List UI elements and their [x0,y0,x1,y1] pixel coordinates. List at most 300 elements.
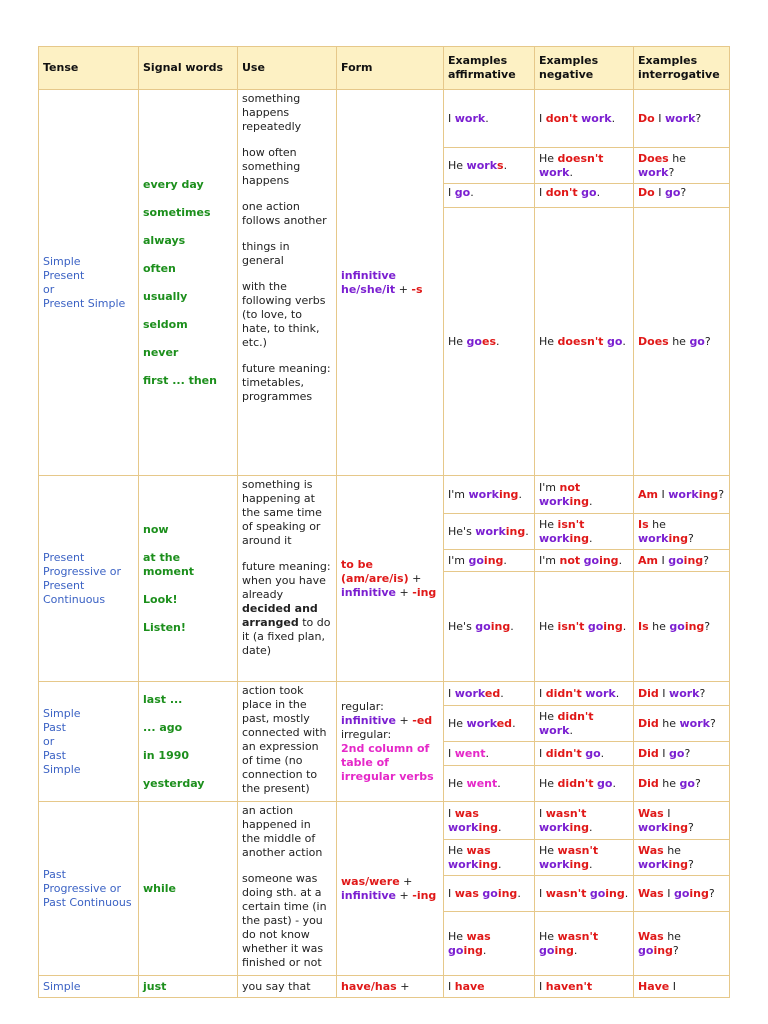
ex-verb: go [482,886,498,900]
ex-verb: go [539,943,555,957]
form-was-were: was/were [341,874,400,888]
ex-text: He [448,843,467,857]
ex-aux: Was [638,843,664,857]
signal-word: often [143,261,176,275]
ex-aux: was [466,843,491,857]
example-interrogative [634,876,730,912]
tense-simple-cut: Simple [39,976,139,998]
header-examples-interrogative: Examples interrogative [634,47,730,90]
tense-present-progressive [39,476,139,682]
use-item: something happens repeatedly [242,92,302,133]
ex-verb: work [664,111,696,125]
form-simple-cut [337,976,444,998]
example-affirmative [444,90,535,148]
ex-verb: work [539,857,570,871]
example-affirmative [444,840,535,876]
grammar-table [38,46,730,998]
ex-suffix: ing [554,943,574,957]
ex-suffix: ing [698,487,719,501]
ex-aux: isn't [557,619,585,633]
header-form: Form [337,47,444,90]
form-suffix: -ing [412,888,437,902]
ex-suffix: ing [569,531,589,545]
ex-text: ? [708,886,715,900]
example-affirmative [444,706,535,742]
example-interrogative [634,90,730,148]
ex-verb: work [448,857,479,871]
ex-text: ? [668,165,675,179]
ex-verb: go [475,619,491,633]
ex-aux: was [454,886,479,900]
tense-line: Present [43,550,85,564]
ex-text: I'm [539,480,560,494]
header-examples-affirmative: Examples affirmative [444,47,535,90]
ex-text: . [496,334,500,348]
table-row [39,976,730,998]
ex-verb: go [673,886,690,900]
example-interrogative [634,572,730,682]
ex-text: he [668,334,690,348]
ex-text: . [615,686,620,700]
ex-suffix: ing [683,553,704,567]
use-item: one action follows another [242,200,327,227]
form-plus: + [396,713,413,727]
signal-word: in 1990 [143,748,190,762]
use-item: someone was doing sth. at a certain time (in the past) - you do not know whether it was finished or not [242,872,327,969]
ex-verb: work [454,686,485,700]
ex-text: . [482,943,487,957]
ex-suffix: s [497,158,504,172]
ex-suffix: ing [605,886,625,900]
ex-text: . [503,553,507,567]
ex-aux: Did [638,776,659,790]
ex-text: He [539,517,558,531]
form-plus: + [396,979,410,993]
tense-past-progressive [39,802,139,976]
tense-simple-past [39,682,139,802]
ex-suffix: ing [463,943,483,957]
ex-text: . [600,746,605,760]
ex-aux: Am [638,553,658,567]
ex-text: I [539,686,546,700]
ex-verb: go [454,186,471,199]
example-affirmative [444,208,535,476]
ex-text: I [657,553,669,567]
example-affirmative [444,682,535,706]
ex-text: . [611,111,616,125]
ex-verb: go [583,553,600,567]
tense-line: Present [43,268,85,282]
signal-word: sometimes [143,205,211,219]
ex-text: He [448,776,467,790]
ex-text: ? [687,857,694,871]
ex-text: I'm [448,487,469,501]
ex-text: I [539,806,546,820]
ex-verb: go [589,886,606,900]
example-affirmative [444,550,535,572]
ex-suffix: ing [478,857,498,871]
ex-verb: work [638,857,669,871]
ex-text: . [500,686,504,700]
ex-text: I [448,886,455,900]
ex-text: ? [687,531,694,545]
form-infinitive: infinitive [341,888,397,902]
ex-verb: work [638,531,669,545]
table-row [39,682,730,706]
table-row [39,476,730,514]
ex-text: I [663,806,671,820]
ex-aux: didn't [545,746,582,760]
ex-text: He [448,334,467,348]
ex-aux: didn't [557,709,594,723]
ex-text: I [539,979,546,993]
ex-verb: go [664,186,681,199]
ex-text: . [588,494,593,508]
ex-aux: Was [638,886,664,900]
ex-aux: Did [638,716,659,730]
signal-word: first ... then [143,373,217,387]
tense-line: Past [43,720,66,734]
ex-text: . [622,334,626,348]
ex-verb: go [468,553,484,567]
ex-text: He [539,619,558,633]
example-interrogative [634,476,730,514]
form-infinitive: infinitive [341,585,397,599]
ex-text: . [622,619,627,633]
tense-line: Past [43,748,66,762]
ex-verb: work [581,111,612,125]
ex-text: ? [687,820,694,834]
example-interrogative [634,766,730,802]
signal-words-simple-cut: just [139,976,238,998]
tense-line: Simple [43,254,81,268]
table-row [39,802,730,840]
ex-text: . [624,886,629,900]
signal-word: last ... [143,692,183,706]
ex-text: I [539,186,546,199]
ex-verb: work [539,820,570,834]
ex-text: he [658,716,680,730]
use-text: future meaning: when you have already [242,560,331,601]
ex-text: ? [684,746,691,760]
ex-text: I [448,686,455,700]
ex-text: . [512,716,516,730]
signal-word: while [143,881,176,895]
ex-verb: go [587,619,604,633]
form-plus: + [396,888,413,902]
header-use: Use [238,47,337,90]
use-item: with the following verbs (to love, to hate, to think, etc.) [242,280,326,349]
ex-text: . [612,776,616,790]
example-negative [535,184,634,208]
use-item [242,560,332,658]
ex-aux: didn't [557,776,594,790]
tense-line: Progressive or [43,881,122,895]
ex-text: he [663,843,681,857]
ex-verb: go [668,553,684,567]
ex-text: . [497,820,502,834]
header-examples-negative: Examples negative [535,47,634,90]
form-regular-label: regular: [341,699,384,713]
ex-text: . [503,158,508,172]
ex-text: He [539,151,558,165]
ex-aux: Did [638,686,659,700]
ex-verb: go [585,746,601,760]
use-item: how often something happens [242,146,301,187]
example-interrogative [634,514,730,550]
ex-text: he [663,929,681,943]
tense-line: Past Continuous [43,895,132,909]
tense-line: or [43,734,55,748]
form-plus: + [408,571,422,585]
ex-text: He [539,776,558,790]
ex-verb: work [539,494,570,508]
ex-text: He [448,158,467,172]
ex-verb: go [448,943,464,957]
tense-line: Present [43,578,85,592]
example-interrogative [634,706,730,742]
ex-text: . [485,746,489,760]
use-emphasis: decided and arranged [242,602,318,629]
signal-word: now [143,522,169,536]
ex-aux: Do [638,111,655,125]
form-simple-present [337,90,444,476]
ex-text: I [448,806,455,820]
signal-word: Listen! [143,620,186,634]
signal-word: seldom [143,317,188,331]
ex-aux: Does [638,334,669,348]
example-affirmative [444,572,535,682]
form-present-progressive [337,476,444,682]
ex-verb: work [668,487,699,501]
example-negative [535,90,634,148]
signal-word: usually [143,289,188,303]
ex-verb: go [466,334,482,348]
form-irregular-column: 2nd column of table of irregular verbs [341,741,434,783]
ex-aux: Is [638,619,649,633]
example-negative [535,912,634,976]
ex-text: I [539,886,546,900]
ex-suffix: ing [483,553,504,567]
ex-aux: doesn't [557,334,604,348]
form-simple-past [337,682,444,802]
signal-word: never [143,345,179,359]
ex-text: he [668,151,686,165]
ex-aux: isn't [557,517,585,531]
example-negative [535,840,634,876]
tense-line: Continuous [43,592,106,606]
ex-suffix: ing [490,619,511,633]
example-affirmative [444,802,535,840]
form-plus: + [396,585,413,599]
ex-aux: Is [638,517,649,531]
ex-suffix: es [481,334,496,348]
use-item: something is happening at the same time of speaking or around it [242,478,322,547]
ex-aux: doesn't [557,151,604,165]
form-have-has: have/has [341,979,397,993]
ex-text: I'm [448,553,469,567]
example-negative [535,742,634,766]
signal-word: every day [143,177,204,191]
example-interrogative [634,976,730,998]
signal-words-simple-present [139,90,238,476]
ex-suffix: ing [689,886,709,900]
form-infinitive: infinitive [341,713,397,727]
example-negative [535,476,634,514]
example-interrogative [634,742,730,766]
ex-verb: go [606,334,623,348]
example-interrogative [634,550,730,572]
tense-line: Past [43,867,66,881]
ex-aux: Am [638,487,658,501]
ex-aux: didn't [545,686,582,700]
example-negative [535,876,634,912]
ex-text: ? [709,716,716,730]
ex-suffix: ing [498,487,519,501]
ex-text: I [657,487,669,501]
ex-verb: work [454,111,486,125]
ex-text: . [517,886,521,900]
ex-aux: Did [638,746,659,760]
ex-text: ? [694,776,701,790]
ex-aux: not [559,480,581,494]
ex-verb: work [466,716,497,730]
ex-text: . [518,487,522,501]
header-signal-words: Signal words [139,47,238,90]
ex-suffix: ing [505,524,526,538]
example-negative [535,514,634,550]
ex-text: ? [704,619,711,633]
example-interrogative [634,208,730,476]
example-negative [535,976,634,998]
ex-aux: Do [638,186,655,199]
form-plus: + [399,874,413,888]
signal-word: Look! [143,592,178,606]
use-item: things in general [242,240,290,267]
ex-verb: work [468,487,499,501]
ex-aux: haven't [545,979,593,993]
ex-suffix: ing [497,886,518,900]
ex-text: ? [718,487,725,501]
ex-text: . [573,943,578,957]
ex-suffix: ing [668,820,688,834]
ex-text: he [658,776,680,790]
example-negative [535,550,634,572]
form-suffix: -s [411,282,423,296]
ex-text: he [648,517,666,531]
ex-aux: have [454,979,485,993]
ex-verb: go [669,619,685,633]
ex-aux: don't [545,111,578,125]
example-negative [535,208,634,476]
form-irregular-label: irregular: [341,727,392,741]
ex-aux: was [466,929,491,943]
ex-text: I [539,746,546,760]
ex-verb: work [539,723,570,737]
form-am-are-is: (am/are/is) [341,571,409,585]
ex-verb: work [638,820,669,834]
use-simple-present [238,90,337,476]
tense-line: Simple [43,706,81,720]
ex-aux: wasn't [557,929,599,943]
tense-simple-present [39,90,139,476]
header-tense: Tense [39,47,139,90]
signal-words-past-progressive [139,802,238,976]
signal-word: at the moment [143,550,195,578]
ex-text: . [588,820,593,834]
ex-verb: work [475,524,506,538]
signal-word: yesterday [143,776,205,790]
ex-text: . [497,857,502,871]
use-past-progressive [238,802,337,976]
example-interrogative [634,802,730,840]
ex-aux: don't [545,186,578,199]
ex-text: I [658,746,670,760]
ex-suffix: ing [569,820,589,834]
use-item: action took place in the past, mostly connected with an expression of time (no connection to the present) [242,684,327,795]
ex-verb: go [581,186,597,199]
signal-words-present-progressive [139,476,238,682]
ex-verb: work [539,165,570,179]
ex-text: I [448,186,455,199]
ex-text: . [596,186,601,199]
ex-suffix: ing [478,820,498,834]
ex-verb: work [638,165,669,179]
example-interrogative [634,840,730,876]
ex-aux: Was [638,806,664,820]
ex-aux: Have [638,979,670,993]
use-simple-cut: you say that [238,976,337,998]
form-past-progressive [337,802,444,976]
example-affirmative [444,476,535,514]
ex-suffix: ing [668,531,688,545]
ex-text: . [618,553,623,567]
ex-verb: work [539,531,570,545]
use-item: future meaning: timetables, programmes [242,362,331,403]
ex-aux: Does [638,151,669,165]
example-affirmative [444,876,535,912]
ex-text: . [510,619,514,633]
ex-suffix: ing [653,943,673,957]
form-suffix: -ing [412,585,437,599]
form-suffix: -ed [412,713,433,727]
ex-text: I [663,886,674,900]
example-affirmative [444,514,535,550]
ex-text: ? [704,334,711,348]
use-text: to do it (a fixed plan, date) [242,616,331,657]
ex-text: ? [680,186,687,199]
form-infinitive: infinitive [341,268,397,282]
ex-text: I [448,979,455,993]
signal-words-simple-past [139,682,238,802]
ex-text: . [569,165,573,179]
ex-text: I [539,111,546,125]
example-affirmative [444,976,535,998]
ex-text: I [448,111,455,125]
example-interrogative [634,682,730,706]
use-simple-past [238,682,337,802]
form-plus: + [395,282,412,296]
ex-suffix: ing [684,619,705,633]
ex-verb: work [448,820,479,834]
ex-verb: work [669,686,700,700]
ex-text: I [658,686,670,700]
tense-line: Progressive or [43,564,122,578]
example-negative [535,802,634,840]
signal-word: ... ago [143,720,183,734]
ex-text: . [497,776,501,790]
ex-text: I'm [539,553,560,567]
